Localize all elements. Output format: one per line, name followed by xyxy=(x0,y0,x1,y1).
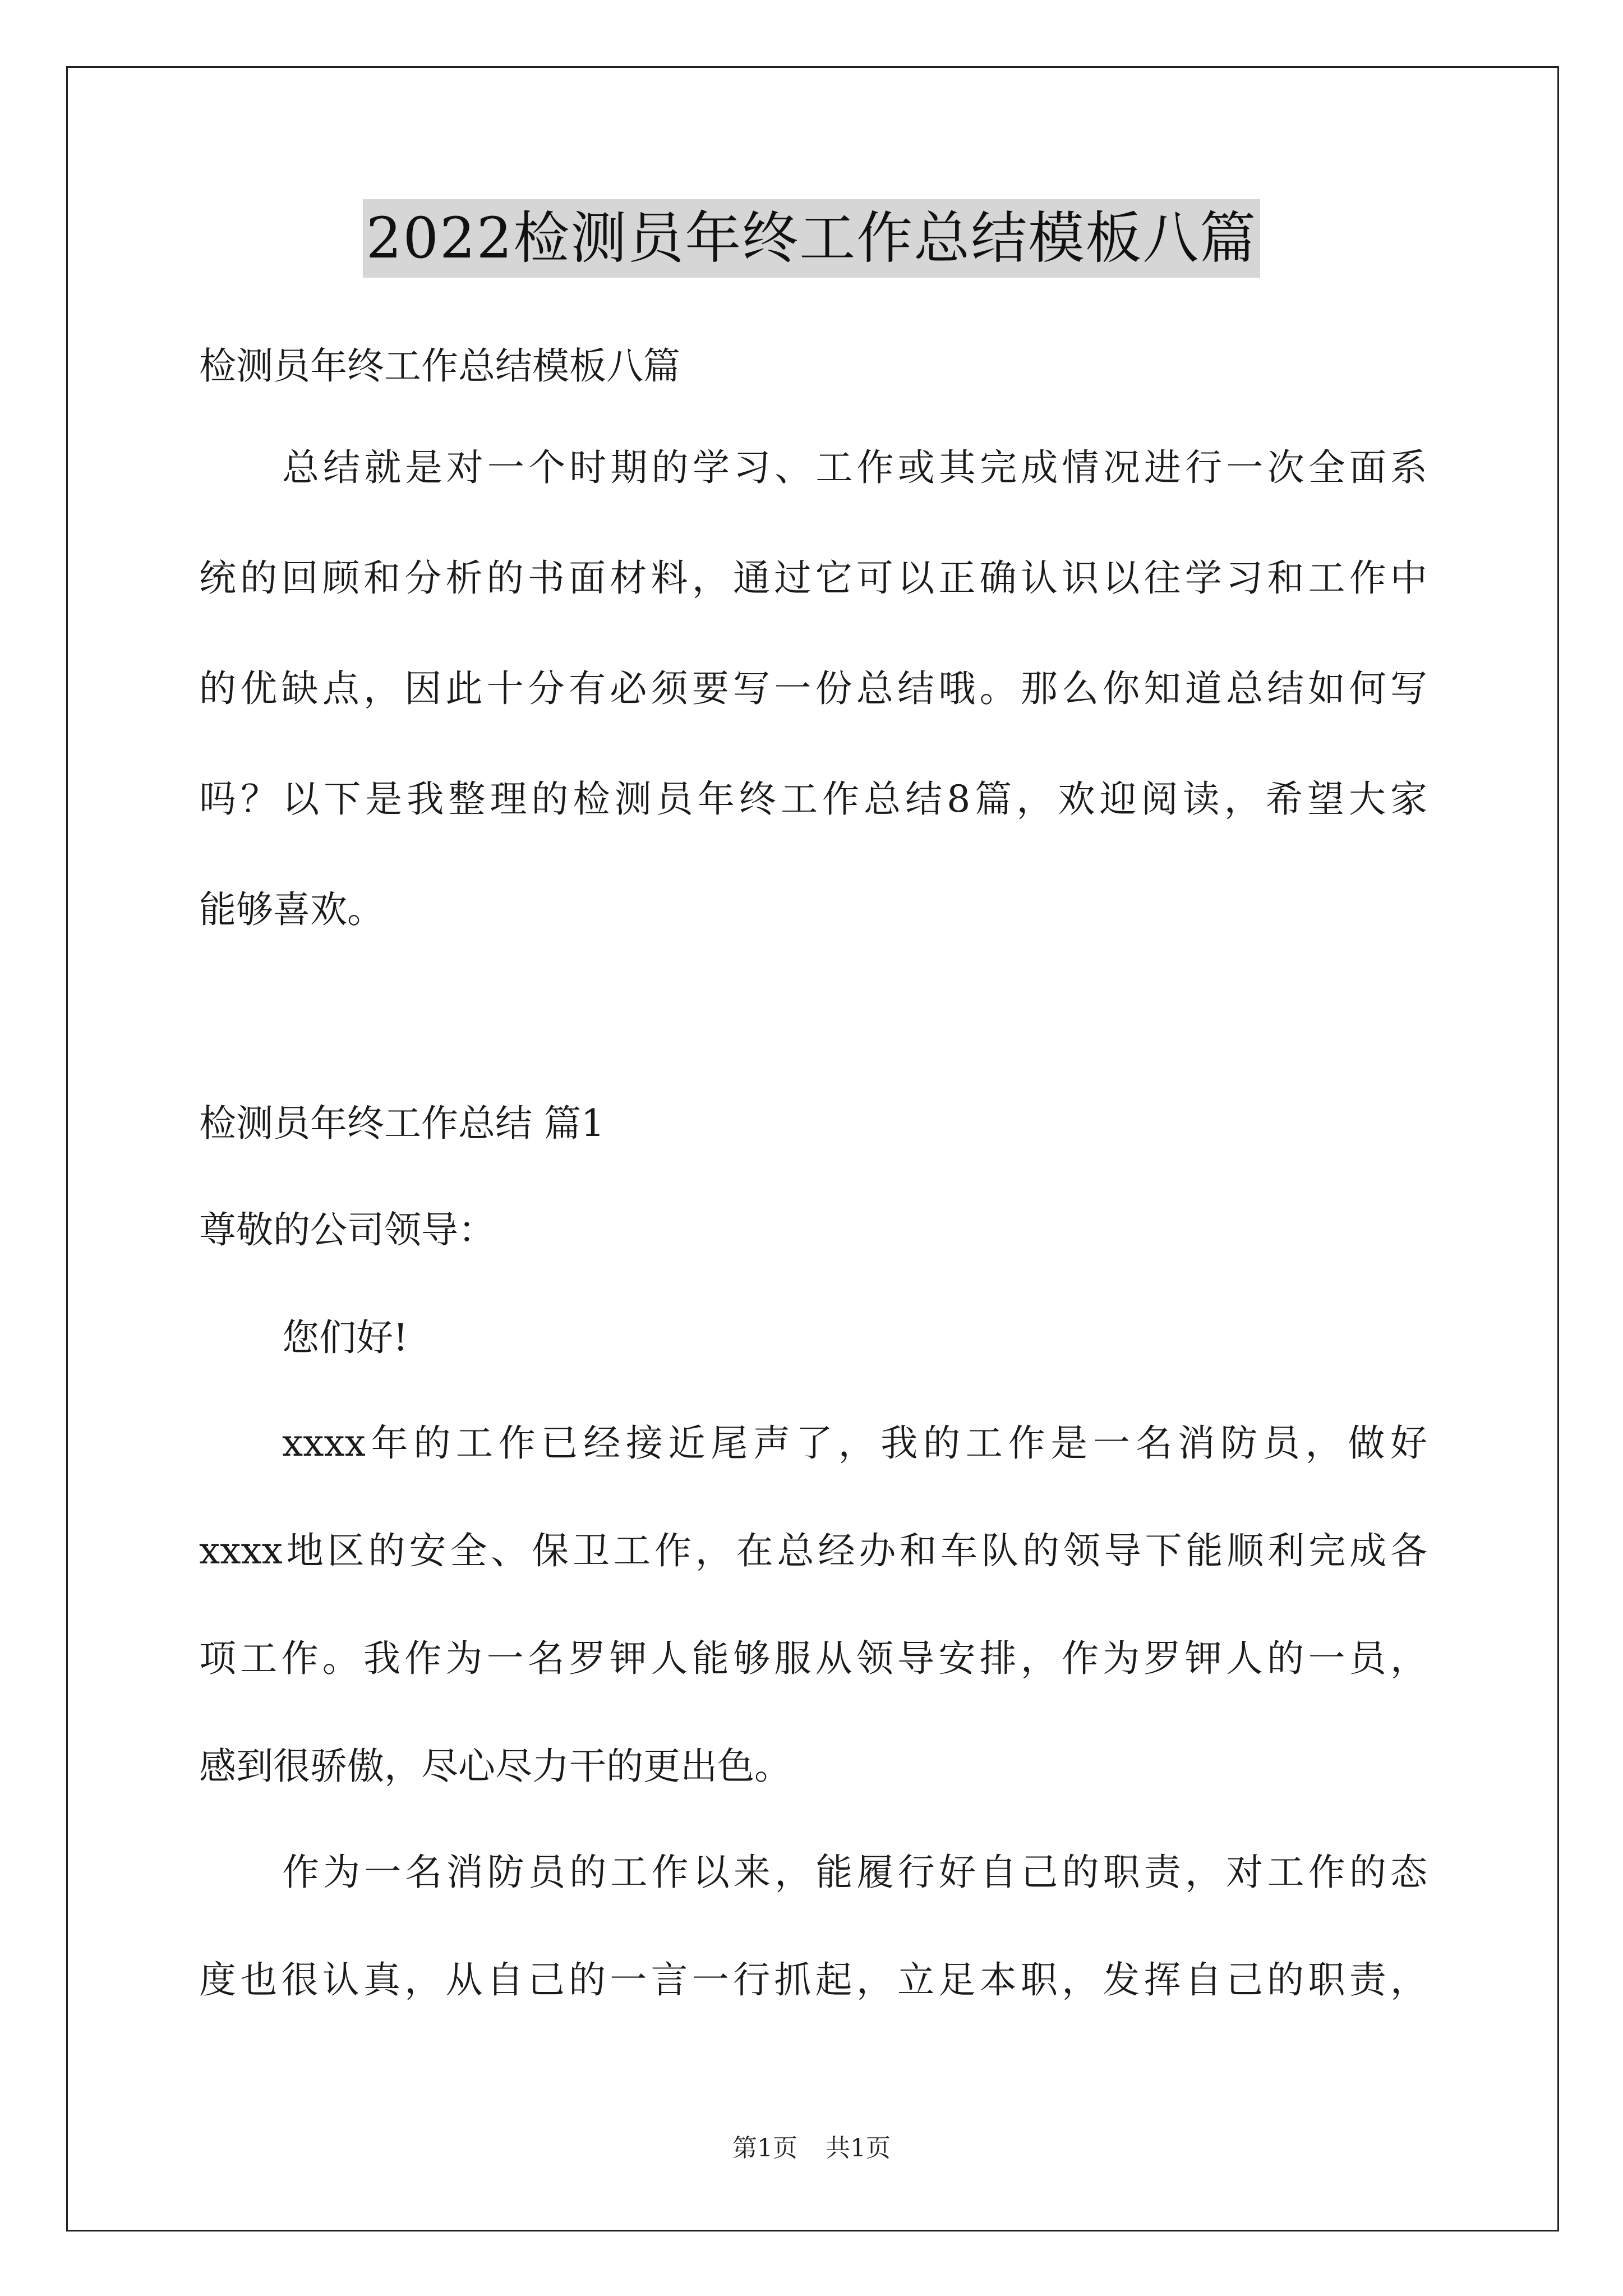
document-subtitle: 检测员年终工作总结模板八篇 xyxy=(199,344,680,388)
section-heading: 检测员年终工作总结 篇1 xyxy=(199,1102,605,1145)
para1-line-4: 感到很骄傲，尽心尽力干的更出色。 xyxy=(199,1745,791,1788)
intro-line-2: 统的回顾和分析的书面材料，通过它可以正确认识以往学习和工作中 xyxy=(199,556,1427,600)
para1-line-1: xxxx年的工作已经接近尾声了，我的工作是一名消防员，做好 xyxy=(282,1421,1427,1465)
page-footer xyxy=(0,2132,1623,2165)
title-wrap xyxy=(0,199,1623,278)
greeting: 您们好! xyxy=(282,1316,408,1359)
page-number: 第1页 xyxy=(732,2134,797,2162)
salutation: 尊敬的公司领导： xyxy=(199,1208,495,1251)
page-total: 共1页 xyxy=(826,2134,891,2162)
document-title: 2022检测员年终工作总结模板八篇 xyxy=(363,199,1261,278)
para1-line-3: 项工作。我作为一名罗钾人能够服从领导安排，作为罗钾人的一员， xyxy=(199,1637,1427,1680)
intro-line-1: 总结就是对一个时期的学习、工作或其完成情况进行一次全面系 xyxy=(282,446,1427,489)
intro-line-5: 能够喜欢。 xyxy=(199,888,384,931)
intro-line-3: 的优缺点，因此十分有必须要写一份总结哦。那么你知道总结如何写 xyxy=(199,667,1427,710)
para2-line-1: 作为一名消防员的工作以来，能履行好自己的职责，对工作的态 xyxy=(282,1851,1427,1894)
para1-line-2: xxxx地区的安全、保卫工作，在总经办和车队的领导下能顺利完成各 xyxy=(199,1529,1427,1572)
para2-line-2: 度也很认真，从自己的一言一行抓起，立足本职，发挥自己的职责， xyxy=(199,1958,1427,2001)
intro-line-4: 吗？以下是我整理的检测员年终工作总结8篇，欢迎阅读，希望大家 xyxy=(199,777,1427,821)
